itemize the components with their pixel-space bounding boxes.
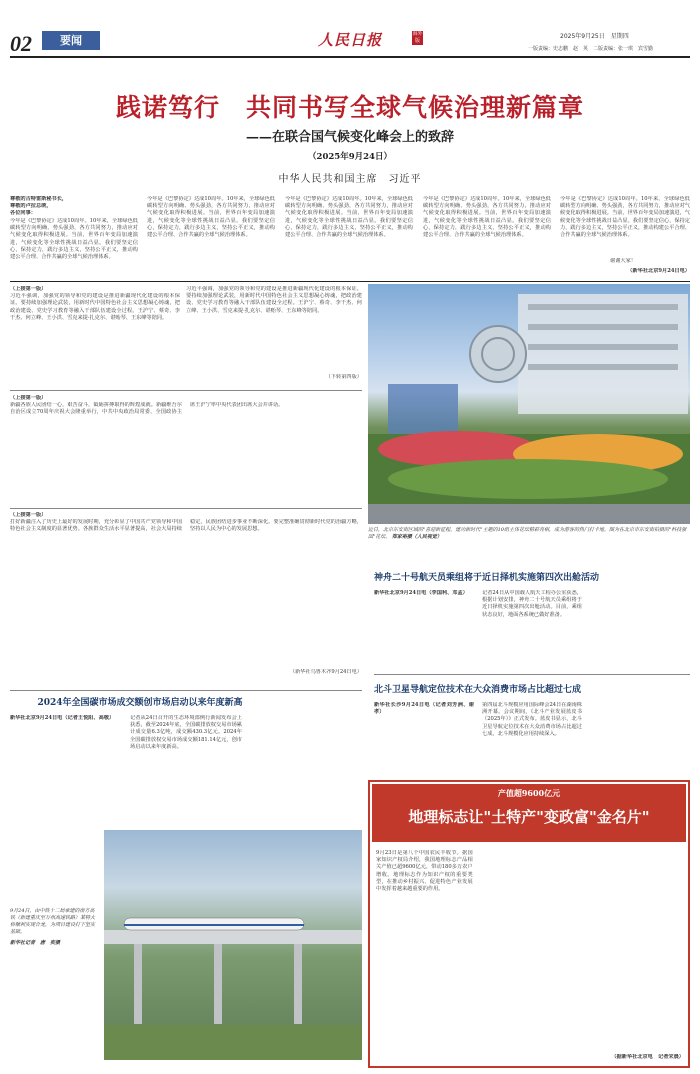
lead-sign-off: 谢谢大家！	[610, 258, 636, 264]
flower-display-photo	[368, 284, 690, 524]
masthead-rule	[10, 56, 690, 58]
lead-date: （2025年9月24日）	[308, 152, 392, 162]
page-number: 02	[10, 31, 32, 56]
photo-caption	[368, 527, 690, 541]
story-3-head: （上接第一版）	[10, 395, 47, 401]
story-5	[374, 590, 690, 668]
story-2-head: （上接第一版）	[10, 286, 47, 292]
story-5-body: 记者24日从中国载人航天工程办公室获悉，根据计划安排，神舟二十号航天员乘组将于近日择机实施第四次出舱活动。目前，乘组状态良好，地面各系统已做好准备。	[482, 590, 582, 618]
story-4-body: 打好新疆注入了历史上最好的发展时期，充分彰显了中国共产党领导和中国特色社会主义制度的显著优势。各族群众生活水平显著提高，社会大局持续稳定，民族团结进步事业不断深化。要完整准确贯彻新时代党的治疆方略，坚持以人民为中心的发展思想。	[10, 519, 362, 533]
story-7-title: 2024年全国碳市场成交额创市场启动以来年度新高	[37, 698, 243, 708]
story-2-tail: （下转第四版）	[325, 374, 362, 380]
featured-kicker: 产值超9600亿元	[497, 788, 561, 798]
flower-display-illustration	[368, 284, 690, 524]
lead-credit: （新华社北京9月24日电）	[627, 268, 690, 274]
lead-body-col-5: 今年是《巴黎协定》达成10周年。10年来，全球绿色低碳转型方向明确、势头强劲，各方共同努力，推动应对气候变化取得积极进展。当前，世界百年变局加速演进，气候变化等全球性挑战日益凸显。我们要坚定信心，保持定力，践行多边主义，坚持公平正义，推动构建公平合理、合作共赢的全球气候治理体系。	[560, 196, 690, 239]
story-4-tail: （新华社乌鲁木齐9月24日电）	[289, 669, 362, 676]
photo-caption-text: 近日，北京东安街区域的"喜迎新征程，建功新时代"主题的10组主体花坛精彩亮相，成为游客的热门打卡地。图为在北京市东安街拍摄的"科技强国"花坛。	[368, 527, 687, 540]
story-6-body: 第四届北斗规模应用国际峰会24日在湖南株洲开幕。会议期间，《北斗产业发展蓝皮书（2025年）》正式发布。蓝皮书显示，北斗卫星导航定位技术在大众消费市场占比超过七成，北斗规模化应用持续深入。	[482, 702, 582, 737]
editors-line: 一版责编：史志鹏 赵 英 二版责编：张一琪 宾雪勤	[528, 46, 654, 52]
train-bridge-illustration	[104, 830, 362, 1060]
section-label: 要闻	[42, 31, 100, 50]
train-caption-block	[10, 908, 98, 1058]
photo-credit: 郑家裕摄（人民视觉）	[391, 534, 442, 540]
story-5-title: 神舟二十号航天员乘组将于近日择机实施第四次出舱活动	[374, 573, 600, 583]
lead-body-col-3: 今年是《巴黎协定》达成10周年。10年来，全球绿色低碳转型方向明确、势头强劲，各方共同努力，推动应对气候变化取得积极进展。当前，世界百年变局加速演进，气候变化等全球性挑战日益凸显。我们要坚定信心，保持定力，践行多边主义，坚持公平正义，推动构建公平合理、合作共赢的全球气候治理体系。	[285, 196, 413, 239]
story-2-body: 习近平强调，加强党的领导和党的建设是推进新疆现代化建设的根本保证。要持续加强理论武装，用新时代中国特色社会主义思想凝心铸魂，把政治建设、党史学习教育等融入干部队伍建设全过程。王沪宁、蔡奇、李干杰、何立峰、王小洪、雪克来提·扎克尔、谌贻琴、王东峰等陪同。	[10, 293, 180, 321]
bullet-train-photo	[104, 830, 362, 1060]
train-caption: 9月24日，由中铁十二局承建的南方高铁（新建重庆至万州高速铁路）某特大桥顺利实现合龙，为项目建设打下坚实基础。	[10, 908, 96, 935]
story-4-head: （上接第一版）	[10, 512, 47, 518]
story-6-dateline: 新华社长沙9月24日电（记者刘芳洲、谢孝）	[374, 702, 474, 716]
story-3-body: 新疆各族人民团结一心，艰苦奋斗，砥砺拼搏取得的辉煌成就。新疆维吾尔自治区成立70周年庆祝大会隆重举行，中共中央政治局常委、全国政协主席王沪宁率中央代表团出席大会并讲话。	[10, 402, 284, 416]
story-5-dateline: 新华社北京9月24日电（李国利、邓孟）	[374, 590, 468, 596]
lead-title: 践诺笃行 共同书写全球气候治理新篇章	[115, 93, 584, 122]
story-7-body: 记者从24日召开的生态环境部例行新闻发布会上获悉，截至2024年底，全国碳排放权交易市场累计成交量6.3亿吨，成交额430.3亿元。2024年全国碳排放权交易市场成交额181.14亿元，创市场启动以来年度新高。	[130, 715, 242, 750]
story-2	[10, 286, 180, 384]
lead-body-col-2: 今年是《巴黎协定》达成10周年。10年来，全球绿色低碳转型方向明确、势头强劲，各方共同努力，推动应对气候变化取得积极进展。当前，世界百年变局加速演进，气候变化等全球性挑战日益凸显。我们要坚定信心，保持定力，践行多边主义，坚持公平正义，推动构建公平合理、合作共赢的全球气候治理体系。	[147, 196, 275, 239]
featured-body: 9月23日是第八个中国农民丰收节。据国家知识产权局介绍，我国地理标志产品相关产值已超9600亿元，带动180多万农户增收。地理标志作为知识产权的重要类型，在推动乡村振兴、促进特色产业发展中发挥着越来越重要的作用。	[376, 850, 473, 893]
story-2-cont	[186, 286, 362, 384]
newspaper-logo: 人民日报	[318, 31, 383, 49]
featured-title: 地理标志让"土特产"变政富"金名片"	[408, 808, 650, 826]
lead-body-col-1: 今年是《巴黎协定》达成10周年。10年来，全球绿色低碳转型方向明确、势头强劲，各方共同努力，推动应对气候变化取得积极进展。当前，世界百年变局加速演进，气候变化等全球性挑战日益凸显。我们要坚定信心，保持定力，践行多边主义，坚持公平正义，推动构建公平合理、合作共赢的全球气候治理体系。	[10, 218, 138, 261]
lead-author: 中华人民共和国主席 习近平	[278, 174, 422, 185]
train-credit: 新华社记者 唐 奕摄	[10, 940, 61, 946]
story-6	[374, 702, 690, 772]
edition-label: 海外版	[412, 31, 423, 44]
story-7-dateline: 新华社北京9月24日电（记者王悦阳、高敬）	[10, 715, 115, 721]
divider	[10, 390, 362, 391]
story-6-title: 北斗卫星导航定位技术在大众消费市场占比超过七成	[374, 685, 582, 695]
story-4	[10, 512, 362, 682]
story-7	[10, 715, 362, 825]
lead-bottom-rule	[10, 281, 690, 282]
divider	[10, 508, 362, 509]
featured-body-wrap	[376, 850, 682, 1054]
story-2-body-cont: 习近平强调，加强党的领导和党的建设是推进新疆现代化建设的根本保证。要持续加强理论武装，用新时代中国特色社会主义思想凝心铸魂，把政治建设、党史学习教育等融入干部队伍建设全过程。王沪宁、蔡奇、李干杰、何立峰、王小洪、雪克来提·扎克尔、谌贻琴、王东峰等陪同。	[186, 286, 362, 314]
salutation-line: 各位同事：	[10, 210, 36, 217]
divider	[10, 690, 362, 691]
lead-salutations	[10, 196, 138, 218]
featured-credit: （据新华社北京电 记者宋晨）	[611, 1054, 684, 1060]
divider	[374, 674, 690, 675]
salutation-line: 尊敬的古特雷斯秘书长，	[10, 196, 68, 202]
salutation-line: 尊敬的卢拉总统，	[10, 203, 52, 210]
lead-body-col-4: 今年是《巴黎协定》达成10周年。10年来，全球绿色低碳转型方向明确、势头强劲，各方共同努力，推动应对气候变化取得积极进展。当前，世界百年变局加速演进，气候变化等全球性挑战日益凸显。我们要坚定信心，保持定力，践行多边主义，坚持公平正义，推动构建公平合理、合作共赢的全球气候治理体系。	[423, 196, 551, 239]
lead-subtitle: ——在联合国气候变化峰会上的致辞	[245, 130, 454, 145]
issue-date: 2025年9月25日 星期四	[560, 33, 629, 40]
story-3	[10, 395, 362, 505]
